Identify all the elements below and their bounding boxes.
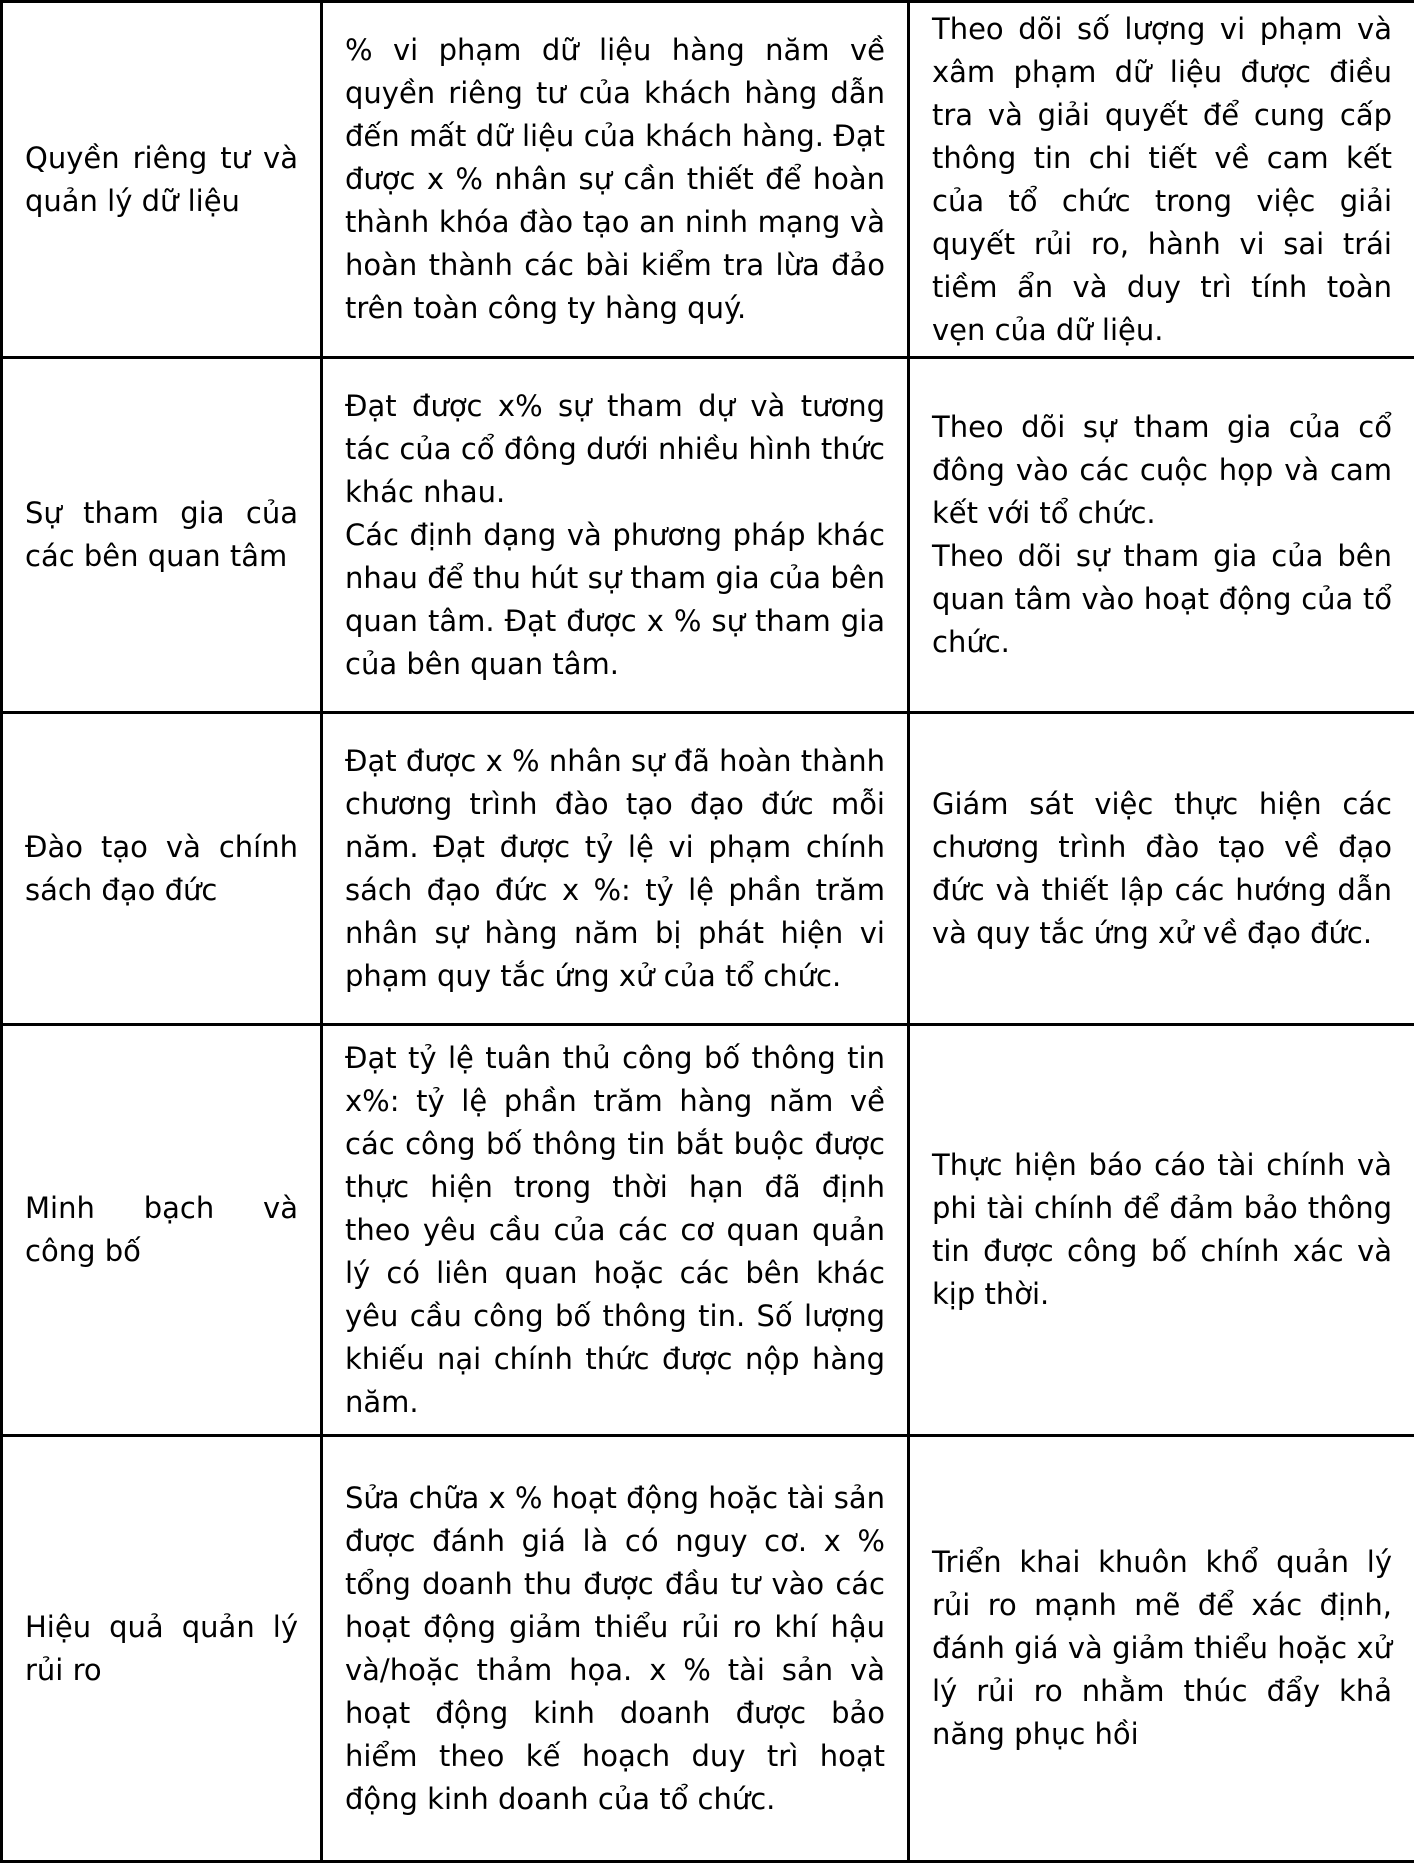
target-cell: Đạt được x % nhân sự đã hoàn thành chương trình đào tạo đạo đức mỗi năm. Đạt được tỷ lệ vi phạm chính sách đạo đức x %: tỷ lệ phần trăm nhân sự hàng năm bị phát hiện vi phạm quy tắc ứng xử của tổ chức. xyxy=(322,713,909,1025)
action-cell xyxy=(909,358,1414,713)
action-line: Theo dõi sự tham gia của bên quan tâm vào hoạt động của tổ chức. xyxy=(932,535,1392,664)
action-cell: Theo dõi số lượng vi phạm và xâm phạm dữ liệu được điều tra và giải quyết để cung cấp thông tin chi tiết về cam kết của tổ chức trong việc giải quyết rủi ro, hành vi sai trái tiềm ẩn và duy trì tính toàn vẹn của dữ liệu. xyxy=(909,2,1414,358)
category-cell: Hiệu quả quản lý rủi ro xyxy=(2,1436,322,1862)
target-cell: Đạt tỷ lệ tuân thủ công bố thông tin x%: tỷ lệ phần trăm hàng năm về các công bố thông tin bắt buộc được thực hiện trong thời hạn đã định theo yêu cầu của các cơ quan quản lý có liên quan hoặc các bên khác yêu cầu công bố thông tin. Số lượng khiếu nại chính thức được nộp hàng năm. xyxy=(322,1025,909,1436)
target-cell: Sửa chữa x % hoạt động hoặc tài sản được đánh giá là có nguy cơ. x % tổng doanh thu được đầu tư vào các hoạt động giảm thiểu rủi ro khí hậu và/hoặc thảm họa. x % tài sản và hoạt động kinh doanh được bảo hiểm theo kế hoạch duy trì hoạt động kinh doanh của tổ chức. xyxy=(322,1436,909,1862)
table-row xyxy=(2,1436,1414,1862)
action-line: Theo dõi sự tham gia của cổ đông vào các cuộc họp và cam kết với tổ chức. xyxy=(932,406,1392,535)
target-line: Đạt được x% sự tham dự và tương tác của cổ đông dưới nhiều hình thức khác nhau. xyxy=(345,385,885,514)
target-cell: % vi phạm dữ liệu hàng năm về quyền riêng tư của khách hàng dẫn đến mất dữ liệu của khách hàng. Đạt được x % nhân sự cần thiết để hoàn thành khóa đào tạo an ninh mạng và hoàn thành các bài kiểm tra lừa đảo trên toàn công ty hàng quý. xyxy=(322,2,909,358)
table-row xyxy=(2,1025,1414,1436)
target-line: Các định dạng và phương pháp khác nhau để thu hút sự tham gia của bên quan tâm. Đạt được x % sự tham gia của bên quan tâm. xyxy=(345,514,885,686)
table-row xyxy=(2,2,1414,358)
action-cell: Giám sát việc thực hiện các chương trình đào tạo về đạo đức và thiết lập các hướng dẫn và quy tắc ứng xử về đạo đức. xyxy=(909,713,1414,1025)
category-cell: Minh bạch và công bố xyxy=(2,1025,322,1436)
category-cell: Đào tạo và chính sách đạo đức xyxy=(2,713,322,1025)
category-cell: Quyền riêng tư và quản lý dữ liệu xyxy=(2,2,322,358)
action-cell: Thực hiện báo cáo tài chính và phi tài chính để đảm bảo thông tin được công bố chính xác và kịp thời. xyxy=(909,1025,1414,1436)
category-cell: Sự tham gia của các bên quan tâm xyxy=(2,358,322,713)
table-row xyxy=(2,358,1414,713)
table-row xyxy=(2,713,1414,1025)
target-cell xyxy=(322,358,909,713)
action-cell: Triển khai khuôn khổ quản lý rủi ro mạnh mẽ để xác định, đánh giá và giảm thiểu hoặc xử lý rủi ro nhằm thúc đẩy khả năng phục hồi xyxy=(909,1436,1414,1862)
